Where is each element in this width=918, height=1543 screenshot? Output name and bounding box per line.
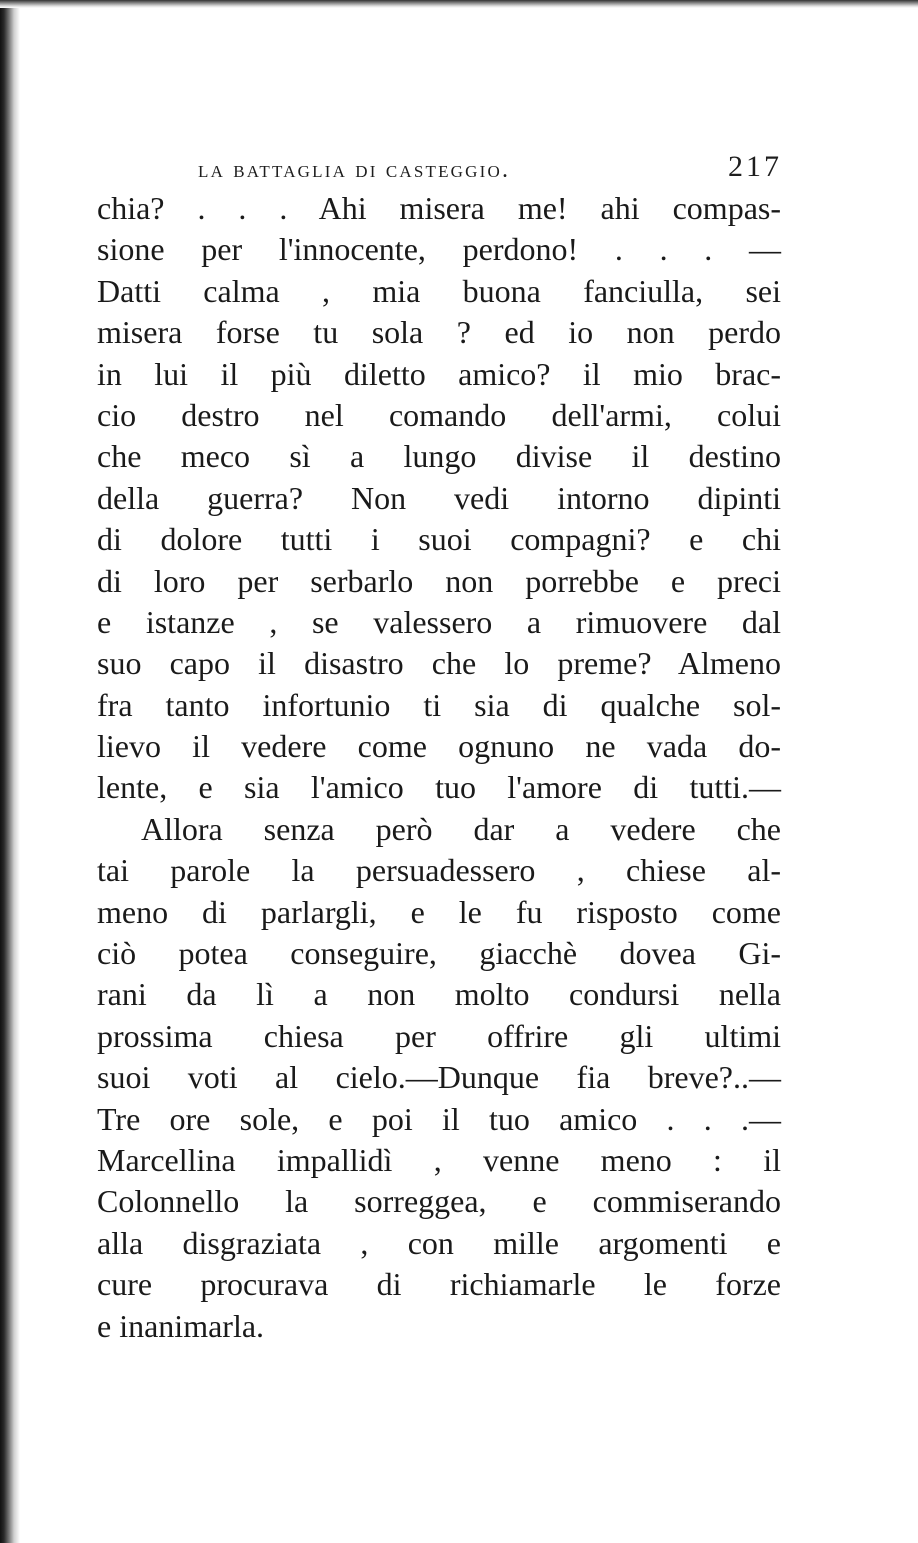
binding-edge — [0, 0, 20, 1543]
text-line: della guerra? Non vedi intorno dipinti — [97, 479, 781, 516]
text-line: sione per l'innocente, perdono! . . . — — [97, 231, 781, 268]
body-text — [97, 188, 781, 1347]
text-line: chia? . . . Ahi misera me! ahi compas- — [97, 190, 781, 226]
text-line: alla disgraziata , con mille argomenti e — [97, 1224, 781, 1261]
running-head — [100, 144, 782, 184]
text-line: Tre ore sole, e poi il tuo amico . . .— — [97, 1100, 781, 1137]
text-line: suo capo il disastro che lo preme? Almeno — [97, 645, 781, 682]
text-line: tai parole la persuadessero , chiese al- — [97, 852, 781, 889]
text-line: prossima chiesa per offrire gli ultimi — [97, 1017, 781, 1054]
text-line: meno di parlargli, e le fu risposto come — [97, 893, 781, 930]
text-line: di dolore tutti i suoi compagni? e chi — [97, 521, 781, 558]
text-line: fra tanto infortunio ti sia di qualche sol- — [97, 686, 781, 723]
text-line: cio destro nel comando dell'armi, colui — [97, 396, 781, 433]
text-line: ciò potea conseguire, giacchè dovea Gi- — [97, 935, 781, 972]
text-line: in lui il più diletto amico? il mio brac- — [97, 355, 781, 392]
text-line: Colonnello la sorreggea, e commiserando — [97, 1183, 781, 1220]
text-line: misera forse tu sola ? ed io non perdo — [97, 314, 781, 351]
paragraph-start-line: Allora senza però dar a vedere che — [141, 810, 781, 847]
text-line: cure procurava di richiamarle le forze — [97, 1266, 781, 1303]
text-line: e istanze , se valessero a rimuovere dal — [97, 603, 781, 640]
text-line: lente, e sia l'amico tuo l'amore di tutti.— — [97, 769, 781, 806]
running-title: la battaglia di casteggio. — [198, 157, 511, 183]
text-line: che meco sì a lungo divise il destino — [97, 438, 781, 475]
text-line: rani da lì a non molto condursi nella — [97, 976, 781, 1013]
text-line: e inanimarla. — [97, 1307, 265, 1344]
text-line: lievo il vedere come ognuno ne vada do- — [97, 728, 781, 765]
page-top-edge — [0, 0, 918, 8]
text-line: di loro per serbarlo non porrebbe e preci — [97, 562, 781, 599]
text-line: Datti calma , mia buona fanciulla, sei — [97, 272, 781, 309]
page-number: 217 — [728, 150, 782, 183]
text-line: suoi voti al cielo.—Dunque fia breve?..— — [97, 1059, 781, 1096]
text-line: Marcellina impallidì , venne meno : il — [97, 1141, 781, 1178]
